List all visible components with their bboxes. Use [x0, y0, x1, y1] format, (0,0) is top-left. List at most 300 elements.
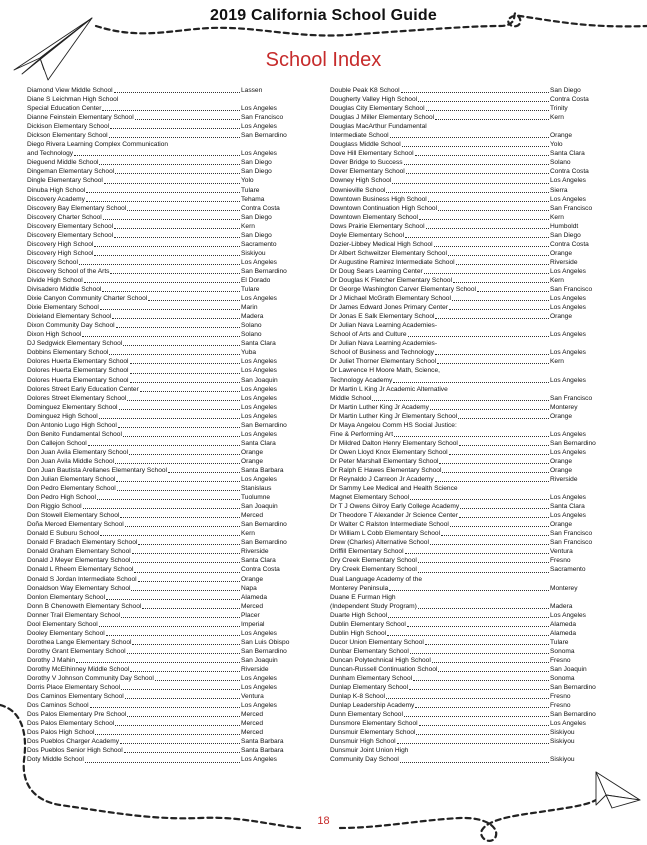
county-name: Santa Barbara [241, 738, 284, 746]
dot-leader [123, 436, 240, 437]
county-name: Sierra [550, 186, 568, 194]
index-entry [330, 167, 604, 176]
dot-leader [453, 282, 549, 283]
school-name: Dolores Huerta Elementary School [27, 376, 129, 384]
index-entry [27, 113, 295, 122]
county-name: San Francisco [550, 286, 593, 294]
dot-leader [115, 725, 240, 726]
school-name: Dover Bridge to Success [330, 159, 403, 167]
index-entry [27, 240, 295, 249]
dot-leader [386, 698, 549, 699]
dot-leader [426, 110, 549, 111]
dot-leader [88, 445, 240, 446]
index-entry [330, 430, 604, 439]
county-name: Sonoma [550, 647, 575, 655]
index-entry [27, 466, 295, 475]
county-name: Santa Clara [241, 340, 276, 348]
index-entry [27, 710, 295, 719]
county-name: San Francisco [241, 114, 284, 122]
dot-leader [79, 264, 240, 265]
dot-leader [123, 345, 240, 346]
dot-leader [109, 137, 240, 138]
county-name: Santa Barbara [241, 747, 284, 755]
school-name: Dr James Edward Jones Primary Center [330, 304, 448, 312]
county-name: Tulare [550, 638, 569, 646]
index-entry [330, 249, 604, 258]
school-name: Don Juan Bautista Arellanes Elementary School [27, 466, 168, 474]
county-name: Siskiyou [550, 756, 575, 764]
school-name: Dr J Michael McGrath Elementary School [330, 295, 451, 303]
index-entry [27, 430, 295, 439]
county-name: Los Angeles [550, 304, 586, 312]
index-entry [27, 176, 295, 185]
county-name: Los Angeles [241, 403, 277, 411]
school-name: Dr Reynaldo J Carreon Jr Academy [330, 476, 434, 484]
index-entry [330, 95, 604, 104]
dot-leader [102, 291, 240, 292]
county-name: San Bernardino [550, 711, 596, 719]
school-name: Dianne Feinstein Elementary School [27, 114, 134, 122]
county-name: Los Angeles [550, 376, 586, 384]
index-entry [27, 357, 295, 366]
index-entry [27, 547, 295, 556]
index-entry [330, 140, 604, 149]
index-entry [27, 122, 295, 131]
county-name: Los Angeles [241, 756, 277, 764]
school-name: Don Benito Fundamental School [27, 430, 122, 438]
dot-leader [132, 644, 240, 645]
dot-leader [435, 481, 549, 482]
dot-leader [387, 635, 549, 636]
county-name: Orange [550, 412, 572, 420]
dot-leader [86, 201, 240, 202]
county-name: Orange [550, 132, 572, 140]
school-name: Special Education Center [27, 105, 102, 113]
dot-leader [99, 164, 240, 165]
dot-leader [435, 318, 549, 319]
county-name: San Bernardino [241, 521, 287, 529]
dot-leader [129, 454, 240, 455]
dot-leader [460, 508, 549, 509]
school-name: Dr Mildred Dalton Henry Elementary School [330, 439, 458, 447]
school-name: Dos Pueblos Charger Academy [27, 738, 119, 746]
index-entry [27, 520, 295, 529]
dot-leader [124, 752, 240, 753]
index-entry [27, 158, 295, 167]
index-entry [27, 321, 295, 330]
county-name: Napa [241, 584, 257, 592]
county-name: Los Angeles [241, 385, 277, 393]
school-name: Dover Elementary School [330, 168, 405, 176]
school-name: Dr Albert Schweitzer Elementary School [330, 249, 447, 257]
county-name: San Diego [241, 159, 272, 167]
index-entry [330, 231, 604, 240]
index-entry [330, 656, 604, 665]
index-entry [27, 285, 295, 294]
index-entry [27, 683, 295, 692]
school-name: Donald Graham Elementary School [27, 548, 131, 556]
county-name: Kern [550, 114, 564, 122]
dot-leader [390, 137, 549, 138]
county-name: Yolo [550, 141, 563, 149]
index-entry [330, 475, 604, 484]
school-name: Donald F Bradach Elementary School [27, 539, 138, 547]
county-name: Madera [241, 313, 264, 321]
school-name: Dixie Elementary School [27, 304, 99, 312]
county-name: Los Angeles [241, 702, 277, 710]
county-name: Los Angeles [241, 629, 277, 637]
index-entry [330, 149, 604, 158]
county-name: Santa Barbara [241, 466, 284, 474]
index-entry [27, 186, 295, 195]
county-name: Los Angeles [241, 430, 277, 438]
dot-leader [138, 581, 240, 582]
school-name: Donaldson Way Elementary School [27, 584, 131, 592]
school-name: Donner Trail Elementary School [27, 611, 121, 619]
school-name: Dunsmuir Joint Union High [330, 747, 409, 755]
county-name: Ventura [550, 548, 573, 556]
school-name: Dunsmuir Elementary School [330, 729, 416, 737]
county-name: Los Angeles [550, 195, 586, 203]
dot-leader [425, 644, 549, 645]
county-name: Ventura [241, 693, 264, 701]
school-name: Dr Julian Nava Learning Academies- [330, 322, 438, 330]
county-name: Orange [550, 249, 572, 257]
dot-leader [424, 273, 549, 274]
dot-leader [413, 680, 549, 681]
county-name: Solano [550, 159, 571, 167]
dot-leader [435, 119, 549, 120]
school-name: Dows Prairie Elementary School [330, 222, 425, 230]
county-name: Los Angeles [241, 394, 277, 402]
school-name: Don Julian Elementary School [27, 476, 116, 484]
dot-leader [372, 400, 549, 401]
right-index-column [330, 86, 604, 765]
school-name: Dougherty Valley High School [330, 96, 418, 104]
index-entry [27, 195, 295, 204]
index-entry [27, 403, 295, 412]
index-entry [330, 394, 604, 403]
index-entry [27, 439, 295, 448]
dot-leader [409, 689, 549, 690]
index-entry [27, 511, 295, 520]
dot-leader [168, 472, 240, 473]
index-entry [27, 267, 295, 276]
county-name: Monterey [550, 403, 578, 411]
dot-leader [127, 210, 240, 211]
county-name: Tulare [241, 286, 260, 294]
index-entry [27, 249, 295, 258]
county-name: Solano [241, 322, 262, 330]
index-entry [27, 312, 295, 321]
index-entry [330, 312, 604, 321]
school-name: Dunsmuir High School [330, 738, 396, 746]
county-name: Santa Clara [550, 150, 585, 158]
index-entry [27, 475, 295, 484]
county-name: Riverside [241, 666, 269, 673]
school-name: Dr Martin Luther King Jr Elementary School [330, 412, 458, 420]
county-name: Imperial [241, 620, 265, 628]
school-name: Dorothy Grant Elementary School [27, 647, 126, 655]
county-name: El Dorado [241, 276, 271, 284]
school-name: Dr Theodore T Alexander Jr Science Center [330, 512, 458, 520]
county-name: Orange [550, 313, 572, 321]
index-entry [330, 638, 604, 647]
county-name: Alameda [241, 593, 268, 601]
dot-leader [127, 653, 240, 654]
county-name: Los Angeles [241, 367, 277, 375]
county-name: Solano [241, 331, 262, 339]
county-name: Lassen [241, 87, 263, 94]
dot-leader [410, 653, 549, 654]
school-name: Dublin High School [330, 629, 387, 637]
school-name: Dobbins Elementary School [27, 349, 109, 357]
index-entry [330, 584, 604, 593]
school-name: Magnet Elementary School [330, 494, 410, 502]
index-entry [27, 746, 295, 755]
dot-leader [418, 572, 549, 573]
school-name: Dr Martin Luther King Jr Academy [330, 403, 429, 411]
dot-leader [95, 734, 240, 735]
school-name: Don Stowell Elementary School [27, 512, 120, 520]
index-entry [27, 529, 295, 538]
county-name: San Bernardino [550, 684, 596, 692]
county-name: Riverside [550, 258, 578, 266]
school-name: Dorothy J Mahin [27, 656, 76, 664]
dot-leader [439, 463, 549, 464]
dot-leader [94, 255, 240, 256]
dot-leader [419, 219, 549, 220]
school-name: Doña Merced Elementary School [27, 521, 124, 529]
index-entry [330, 357, 604, 366]
county-name: Fresno [550, 656, 571, 664]
dot-leader [99, 626, 240, 627]
index-entry [27, 448, 295, 457]
guide-title: 2019 California School Guide [210, 7, 437, 24]
dot-leader [83, 508, 240, 509]
school-name: Downey High School [330, 177, 392, 185]
index-entry [330, 575, 604, 584]
county-name: San Diego [241, 213, 272, 221]
school-name: Discovery High School [27, 249, 94, 257]
school-name: Dr William L Cobb Elementary School [330, 530, 441, 538]
school-name: Driffill Elementary School [330, 548, 404, 556]
school-name: Doty Middle School [27, 756, 84, 764]
county-name: Marin [241, 304, 258, 312]
school-name: Dr Peter Marshall Elementary School [330, 457, 439, 465]
dot-leader [416, 734, 549, 735]
index-entry [330, 222, 604, 231]
school-name: Discovery Elementary School [27, 231, 114, 239]
county-name: Los Angeles [241, 675, 277, 683]
county-name: San Bernardino [241, 132, 287, 140]
county-name: Sacramento [550, 566, 586, 574]
index-entry [27, 276, 295, 285]
school-name: Middle School [330, 394, 372, 402]
county-name: San Bernardino [241, 267, 287, 275]
index-entry [330, 366, 604, 375]
school-name: Downtown Elementary School [330, 213, 418, 221]
county-name: Yolo [241, 177, 254, 185]
index-entry [27, 385, 295, 394]
index-entry [330, 176, 604, 185]
school-name: Dr Augustine Ramirez Intermediate School [330, 258, 455, 266]
index-entry [330, 547, 604, 556]
index-entry [27, 565, 295, 574]
county-name: Fresno [550, 693, 571, 701]
index-entry [27, 131, 295, 140]
county-name: Madera [550, 602, 573, 610]
school-name: Dunsmore Elementary School [330, 720, 418, 728]
dot-leader [458, 418, 549, 419]
dot-leader [405, 237, 549, 238]
school-name: School of Business and Technology [330, 349, 434, 357]
county-name: Los Angeles [241, 412, 277, 420]
school-name: Dr Juliet Thorner Elementary School [330, 358, 437, 366]
index-entry [330, 457, 604, 466]
county-name: Los Angeles [241, 105, 277, 113]
index-entry [330, 158, 604, 167]
dot-leader [103, 219, 240, 220]
dot-leader [430, 544, 549, 545]
index-entry [330, 593, 604, 602]
dot-leader [430, 409, 549, 410]
county-name: Orange [550, 457, 572, 465]
index-entry [27, 348, 295, 357]
county-name: San Francisco [550, 539, 593, 547]
dot-leader [434, 246, 549, 247]
index-entry [330, 647, 604, 656]
dot-leader [127, 716, 240, 717]
school-name: Don Riggio School [27, 503, 82, 511]
index-entry [330, 195, 604, 204]
dot-leader [449, 309, 549, 310]
dot-leader [131, 590, 240, 591]
county-name: Alameda [550, 629, 577, 637]
dot-leader [125, 526, 240, 527]
school-name: Monterey Peninsula [330, 584, 389, 592]
school-name: (Independent Study Program) [330, 602, 417, 610]
index-entry [27, 303, 295, 312]
school-name: and Technology [27, 150, 74, 158]
index-entry [27, 95, 295, 104]
index-entry [27, 556, 295, 565]
county-name: Tuolumne [241, 494, 271, 502]
school-name: Diane S Leichman High School [27, 96, 119, 104]
county-name: Riverside [550, 476, 578, 484]
dot-leader [394, 436, 549, 437]
school-name: Discovery Academy [27, 195, 85, 203]
school-name: Dr Ralph E Hawes Elementary School [330, 466, 442, 474]
index-entry [330, 683, 604, 692]
school-name: Dublin Elementary School [330, 620, 406, 628]
dot-leader [130, 382, 240, 383]
index-entry [330, 538, 604, 547]
index-entry [330, 629, 604, 638]
county-name: Orange [550, 466, 572, 474]
county-name: Kern [550, 213, 564, 221]
dot-leader [97, 499, 240, 500]
county-name: Monterey [550, 584, 578, 592]
index-entry [27, 502, 295, 511]
paper-plane-icon-bottom [596, 772, 640, 808]
school-name: Douglas J Miller Elementary School [330, 114, 435, 122]
school-name: Dorris Place Elementary School [27, 684, 121, 692]
dot-leader [437, 363, 549, 364]
page-number: 18 [317, 815, 330, 827]
county-name: Kern [550, 358, 564, 366]
county-name: Yuba [241, 349, 257, 357]
county-name: Los Angeles [550, 349, 586, 357]
index-entry [330, 529, 604, 538]
school-name: Discovery School of the Arts [27, 267, 110, 275]
county-name: Los Angeles [550, 267, 586, 275]
county-name: San Joaquin [241, 376, 278, 384]
school-name: Dunlap K-8 School [330, 693, 385, 701]
county-name: Merced [241, 729, 263, 737]
dot-leader [74, 155, 240, 156]
index-entry [330, 502, 604, 511]
index-entry [27, 674, 295, 683]
county-name: San Bernardino [241, 539, 287, 547]
school-name: Douglas City Elementary School [330, 105, 425, 113]
school-name: Dunlap Leadership Academy [330, 702, 415, 710]
index-entry [330, 611, 604, 620]
dot-leader [114, 228, 240, 229]
index-entry [330, 448, 604, 457]
index-entry [27, 538, 295, 547]
county-name: Sacramento [241, 240, 277, 248]
school-name: Divide High School [27, 276, 83, 284]
index-entry [330, 348, 604, 357]
school-name: Dunham Elementary School [330, 675, 413, 683]
school-name: Dr T J Owens Gilroy Early College Academy [330, 503, 460, 511]
dot-leader [117, 490, 240, 491]
school-name: Don Juan Avila Elementary School [27, 448, 129, 456]
index-entry [27, 611, 295, 620]
school-name: Dixie Canyon Community Charter School [27, 295, 148, 303]
index-entry [27, 376, 295, 385]
dot-leader [118, 427, 240, 428]
school-name: Dos Caminos School [27, 702, 89, 710]
county-name: Tehama [241, 195, 265, 203]
county-name: Kern [241, 530, 255, 538]
dot-leader [418, 608, 549, 609]
school-name: Discovery School [27, 258, 78, 266]
dot-leader [106, 635, 240, 636]
county-name: Los Angeles [241, 295, 277, 303]
dot-leader [115, 173, 240, 174]
index-entry [330, 86, 604, 95]
school-name: Dolores Huerta Elementary School [27, 358, 129, 366]
dot-leader [116, 327, 240, 328]
index-entry [27, 656, 295, 665]
dot-leader [397, 743, 549, 744]
index-entry [27, 204, 295, 213]
dot-leader [130, 363, 240, 364]
dot-leader [442, 472, 549, 473]
index-entry [330, 710, 604, 719]
dot-leader [392, 183, 549, 184]
index-entry [330, 755, 604, 764]
dot-leader [415, 155, 549, 156]
dot-leader [76, 662, 240, 663]
index-entry [330, 692, 604, 701]
county-name: Merced [241, 602, 263, 610]
index-entry [27, 719, 295, 728]
county-name: Merced [241, 711, 263, 719]
county-name: Los Angeles [550, 177, 586, 185]
